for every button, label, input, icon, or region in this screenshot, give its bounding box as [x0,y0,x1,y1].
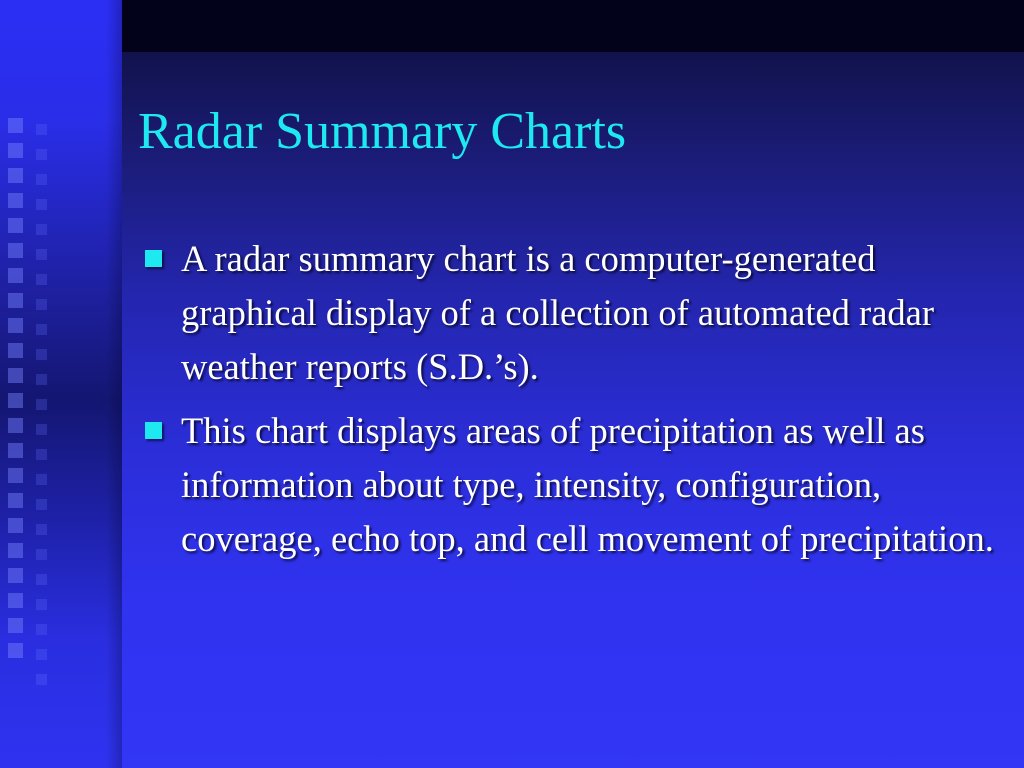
decorative-tile [36,374,47,385]
decorative-tile [8,318,23,333]
decorative-tile [36,649,47,660]
decorative-tile [36,599,47,610]
decorative-tile [36,299,47,310]
decorative-tile [36,474,47,485]
decorative-tile [8,168,23,183]
slide-title: Radar Summary Charts [138,103,627,160]
decorative-tile [36,674,47,685]
decorative-tile [36,274,47,285]
decorative-tile [36,224,47,235]
decorative-tile [8,593,23,608]
decorative-tile [36,624,47,635]
decorative-tile [8,268,23,283]
decorative-tile [36,199,47,210]
decorative-tile [8,518,23,533]
decorative-tile [36,124,47,135]
decorative-tile [36,549,47,560]
top-dark-bar [122,0,1024,52]
decorative-tile [8,618,23,633]
bullet-text: A radar summary chart is a computer-generated graphical display of a collection of automated radar weather reports (S.D.’s). [181,238,935,387]
bullet-item [144,232,994,394]
bullet-text: This chart displays areas of precipitation as well as information about type, intensity, configuration, coverage, echo top, and cell movement of precipitation. [181,410,994,559]
decorative-tile [8,243,23,258]
decorative-tile [36,174,47,185]
decorative-tile [36,324,47,335]
decorative-tile [8,418,23,433]
square-bullet-icon [145,422,162,439]
decorative-tile [8,193,23,208]
bullet-list [144,232,994,576]
decorative-tile [36,449,47,460]
decorative-tile [36,149,47,160]
decorative-tile [36,399,47,410]
decorative-tile [8,293,23,308]
decorative-tiles-column [8,118,28,668]
decorative-tile [36,574,47,585]
decorative-tile [36,249,47,260]
decorative-tile [36,424,47,435]
decorative-tile [36,524,47,535]
decorative-tile [8,118,23,133]
decorative-tiles-column-secondary [36,124,56,699]
square-bullet-icon [145,250,162,267]
decorative-tile [8,493,23,508]
decorative-tile [8,543,23,558]
bullet-item [144,404,994,566]
decorative-tile [8,143,23,158]
decorative-tile [8,443,23,458]
decorative-tile [36,349,47,360]
decorative-tile [8,568,23,583]
decorative-tile [8,393,23,408]
decorative-tile [8,368,23,383]
left-band-shadow [106,0,122,768]
decorative-tile [36,499,47,510]
decorative-tile [8,643,23,658]
decorative-tile [8,343,23,358]
decorative-tile [8,468,23,483]
decorative-tile [8,218,23,233]
